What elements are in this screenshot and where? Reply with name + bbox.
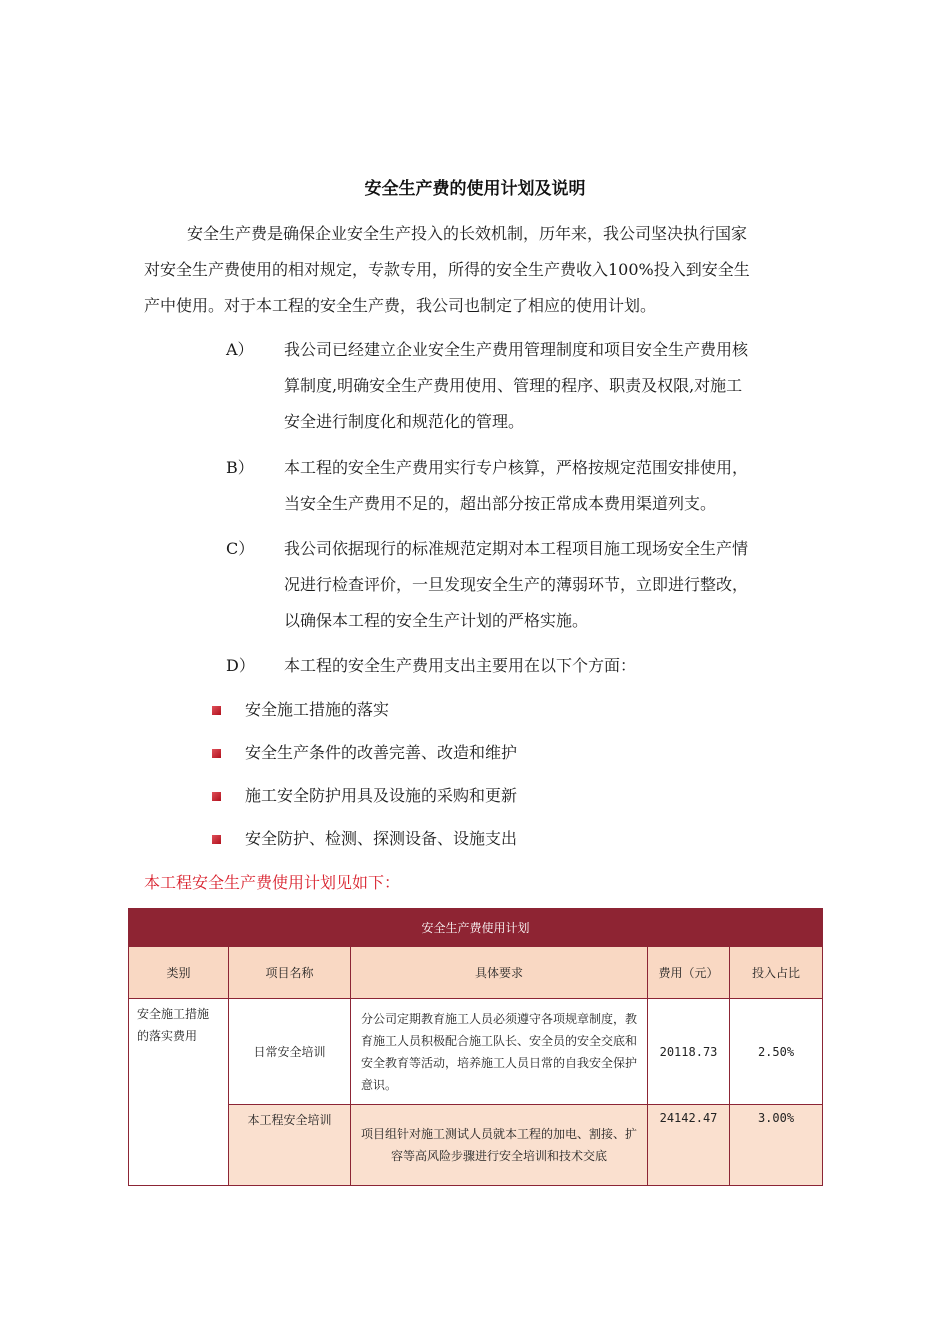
bullet-text: 安全施工措施的落实: [245, 700, 390, 719]
table-row: [129, 999, 823, 1105]
item-label: C）: [226, 539, 255, 558]
item-line: 以确保本工程的安全生产计划的严格实施。: [284, 611, 589, 630]
item-body: [284, 531, 804, 639]
header-item-name: 项目名称: [229, 947, 351, 999]
item-line: 当安全生产费用不足的，超出部分按正常成本费用渠道列支。: [284, 494, 717, 513]
item-label: D）: [226, 656, 255, 675]
safety-cost-plan-table: [128, 908, 823, 1186]
requirement-cell: 项目组针对施工测试人员就本工程的加电、割接、扩容等高风险步骤进行安全培训和技术交底: [351, 1105, 648, 1186]
intro-paragraph: [144, 216, 804, 324]
ratio-cell: 2.50%: [730, 999, 823, 1105]
item-line: 算制度,明确安全生产费用使用、管理的程序、职责及权限,对施工: [284, 376, 743, 395]
item-body: [284, 450, 804, 522]
item-line: 本工程的安全生产费用支出主要用在以下个方面：: [284, 656, 637, 675]
cost-cell: 24142.47: [648, 1105, 730, 1186]
item-body: [284, 332, 804, 440]
category-cell: 安全施工措施的落实费用: [129, 999, 229, 1186]
item-line: 本工程的安全生产费用实行专户核算，严格按规定范围安排使用，: [284, 458, 749, 477]
header-ratio: 投入占比: [730, 947, 823, 999]
intro-line: 对安全生产费使用的相对规定，专款专用，所得的安全生产费收入100%投入到安全生: [144, 260, 750, 279]
plan-note: 本工程安全生产费使用计划见如下：: [144, 873, 401, 892]
page-title: 安全生产费的使用计划及说明: [364, 179, 586, 199]
bullet-text: 安全生产条件的改善完善、改造和维护: [245, 743, 518, 762]
header-category: 类别: [129, 947, 229, 999]
item-line: 我公司已经建立企业安全生产费用管理制度和项目安全生产费用核: [284, 340, 749, 359]
table-caption: 安全生产费使用计划: [129, 909, 823, 947]
red-square-bullet-icon: [212, 792, 221, 801]
item-body: [284, 648, 804, 684]
bullet-text: 施工安全防护用具及设施的采购和更新: [245, 786, 518, 805]
item-name-cell: 日常安全培训: [229, 999, 351, 1105]
header-requirement: 具体要求: [351, 947, 648, 999]
cost-cell: 20118.73: [648, 999, 730, 1105]
item-name-cell: 本工程安全培训: [229, 1105, 351, 1186]
table-header-row: [129, 947, 823, 999]
red-square-bullet-icon: [212, 749, 221, 758]
intro-line: 产中使用。对于本工程的安全生产费，我公司也制定了相应的使用计划。: [144, 296, 657, 315]
item-label: B）: [226, 458, 254, 477]
item-line: 安全进行制度化和规范化的管理。: [284, 412, 525, 431]
red-square-bullet-icon: [212, 835, 221, 844]
requirement-cell: 分公司定期教育施工人员必须遵守各项规章制度，教育施工人员积极配合施工队长、安全员的安全交底和安全教育等活动，培养施工人员日常的自我安全保护意识。: [351, 999, 648, 1105]
bullet-text: 安全防护、检测、探测设备、设施支出: [245, 829, 518, 848]
ratio-cell: 3.00%: [730, 1105, 823, 1186]
header-cost: 费用（元）: [648, 947, 730, 999]
item-label: A）: [226, 340, 254, 359]
item-line: 我公司依据现行的标准规范定期对本工程项目施工现场安全生产情: [284, 539, 749, 558]
item-line: 况进行检查评价，一旦发现安全生产的薄弱环节，立即进行整改，: [284, 575, 749, 594]
table-row: [129, 1105, 823, 1186]
intro-line: 安全生产费是确保企业安全生产投入的长效机制，历年来，我公司坚决执行国家: [187, 224, 748, 243]
red-square-bullet-icon: [212, 706, 221, 715]
